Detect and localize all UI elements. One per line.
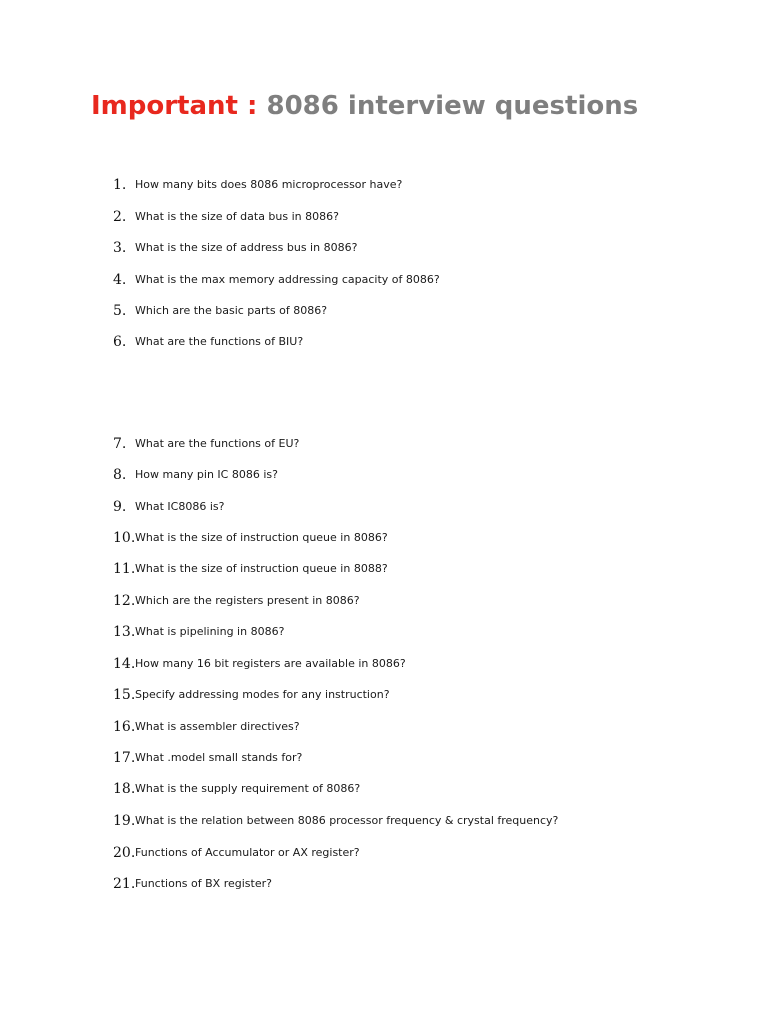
question-text: What are the functions of EU? xyxy=(135,437,300,450)
question-text: What is the size of instruction queue in 8088? xyxy=(135,562,388,575)
list-number: 20. xyxy=(113,845,136,861)
question-text: What are the functions of BIU? xyxy=(135,335,304,348)
list-number: 18. xyxy=(113,781,136,797)
list-number: 7. xyxy=(113,436,127,452)
question-text: What IC8086 is? xyxy=(135,500,225,513)
list-number: 5. xyxy=(113,303,127,319)
list-number: 19. xyxy=(113,813,136,829)
question-text: What is the max memory addressing capacity of 8086? xyxy=(135,273,440,286)
question-text: How many bits does 8086 microprocessor have? xyxy=(135,178,403,191)
list-number: 3. xyxy=(113,240,127,256)
question-text: What is the size of instruction queue in 8086? xyxy=(135,531,388,544)
list-number: 8. xyxy=(113,467,127,483)
question-text: What is the relation between 8086 processor frequency & crystal frequency? xyxy=(135,814,559,827)
list-number: 16. xyxy=(113,719,136,735)
list-number: 10. xyxy=(113,530,136,546)
question-text: What .model small stands for? xyxy=(135,751,303,764)
list-number: 21. xyxy=(113,876,136,892)
list-number: 13. xyxy=(113,624,136,640)
list-number: 11. xyxy=(113,561,136,577)
list-number: 1. xyxy=(113,177,127,193)
question-text: Functions of BX register? xyxy=(135,877,272,890)
question-text: What is pipelining in 8086? xyxy=(135,625,285,638)
list-number: 14. xyxy=(113,656,136,672)
list-number: 4. xyxy=(113,272,127,288)
question-text: What is the size of data bus in 8086? xyxy=(135,210,339,223)
question-text: Which are the registers present in 8086? xyxy=(135,594,360,607)
list-number: 12. xyxy=(113,593,136,609)
question-text: What is assembler directives? xyxy=(135,720,300,733)
question-text: How many 16 bit registers are available in 8086? xyxy=(135,657,406,670)
list-number: 15. xyxy=(113,687,136,703)
question-text: Functions of Accumulator or AX register? xyxy=(135,846,360,859)
question-text: Specify addressing modes for any instruction? xyxy=(135,688,390,701)
question-text: What is the supply requirement of 8086? xyxy=(135,782,361,795)
list-number: 9. xyxy=(113,499,127,515)
list-number: 6. xyxy=(113,334,127,350)
question-text: Which are the basic parts of 8086? xyxy=(135,304,328,317)
title-separator: : xyxy=(237,91,267,121)
title-accent: Important xyxy=(91,91,238,121)
list-number: 2. xyxy=(113,209,127,225)
question-text: What is the size of address bus in 8086? xyxy=(135,241,358,254)
list-number: 17. xyxy=(113,750,136,766)
title-text: 8086 interview questions xyxy=(266,91,639,121)
question-text: How many pin IC 8086 is? xyxy=(135,468,278,481)
